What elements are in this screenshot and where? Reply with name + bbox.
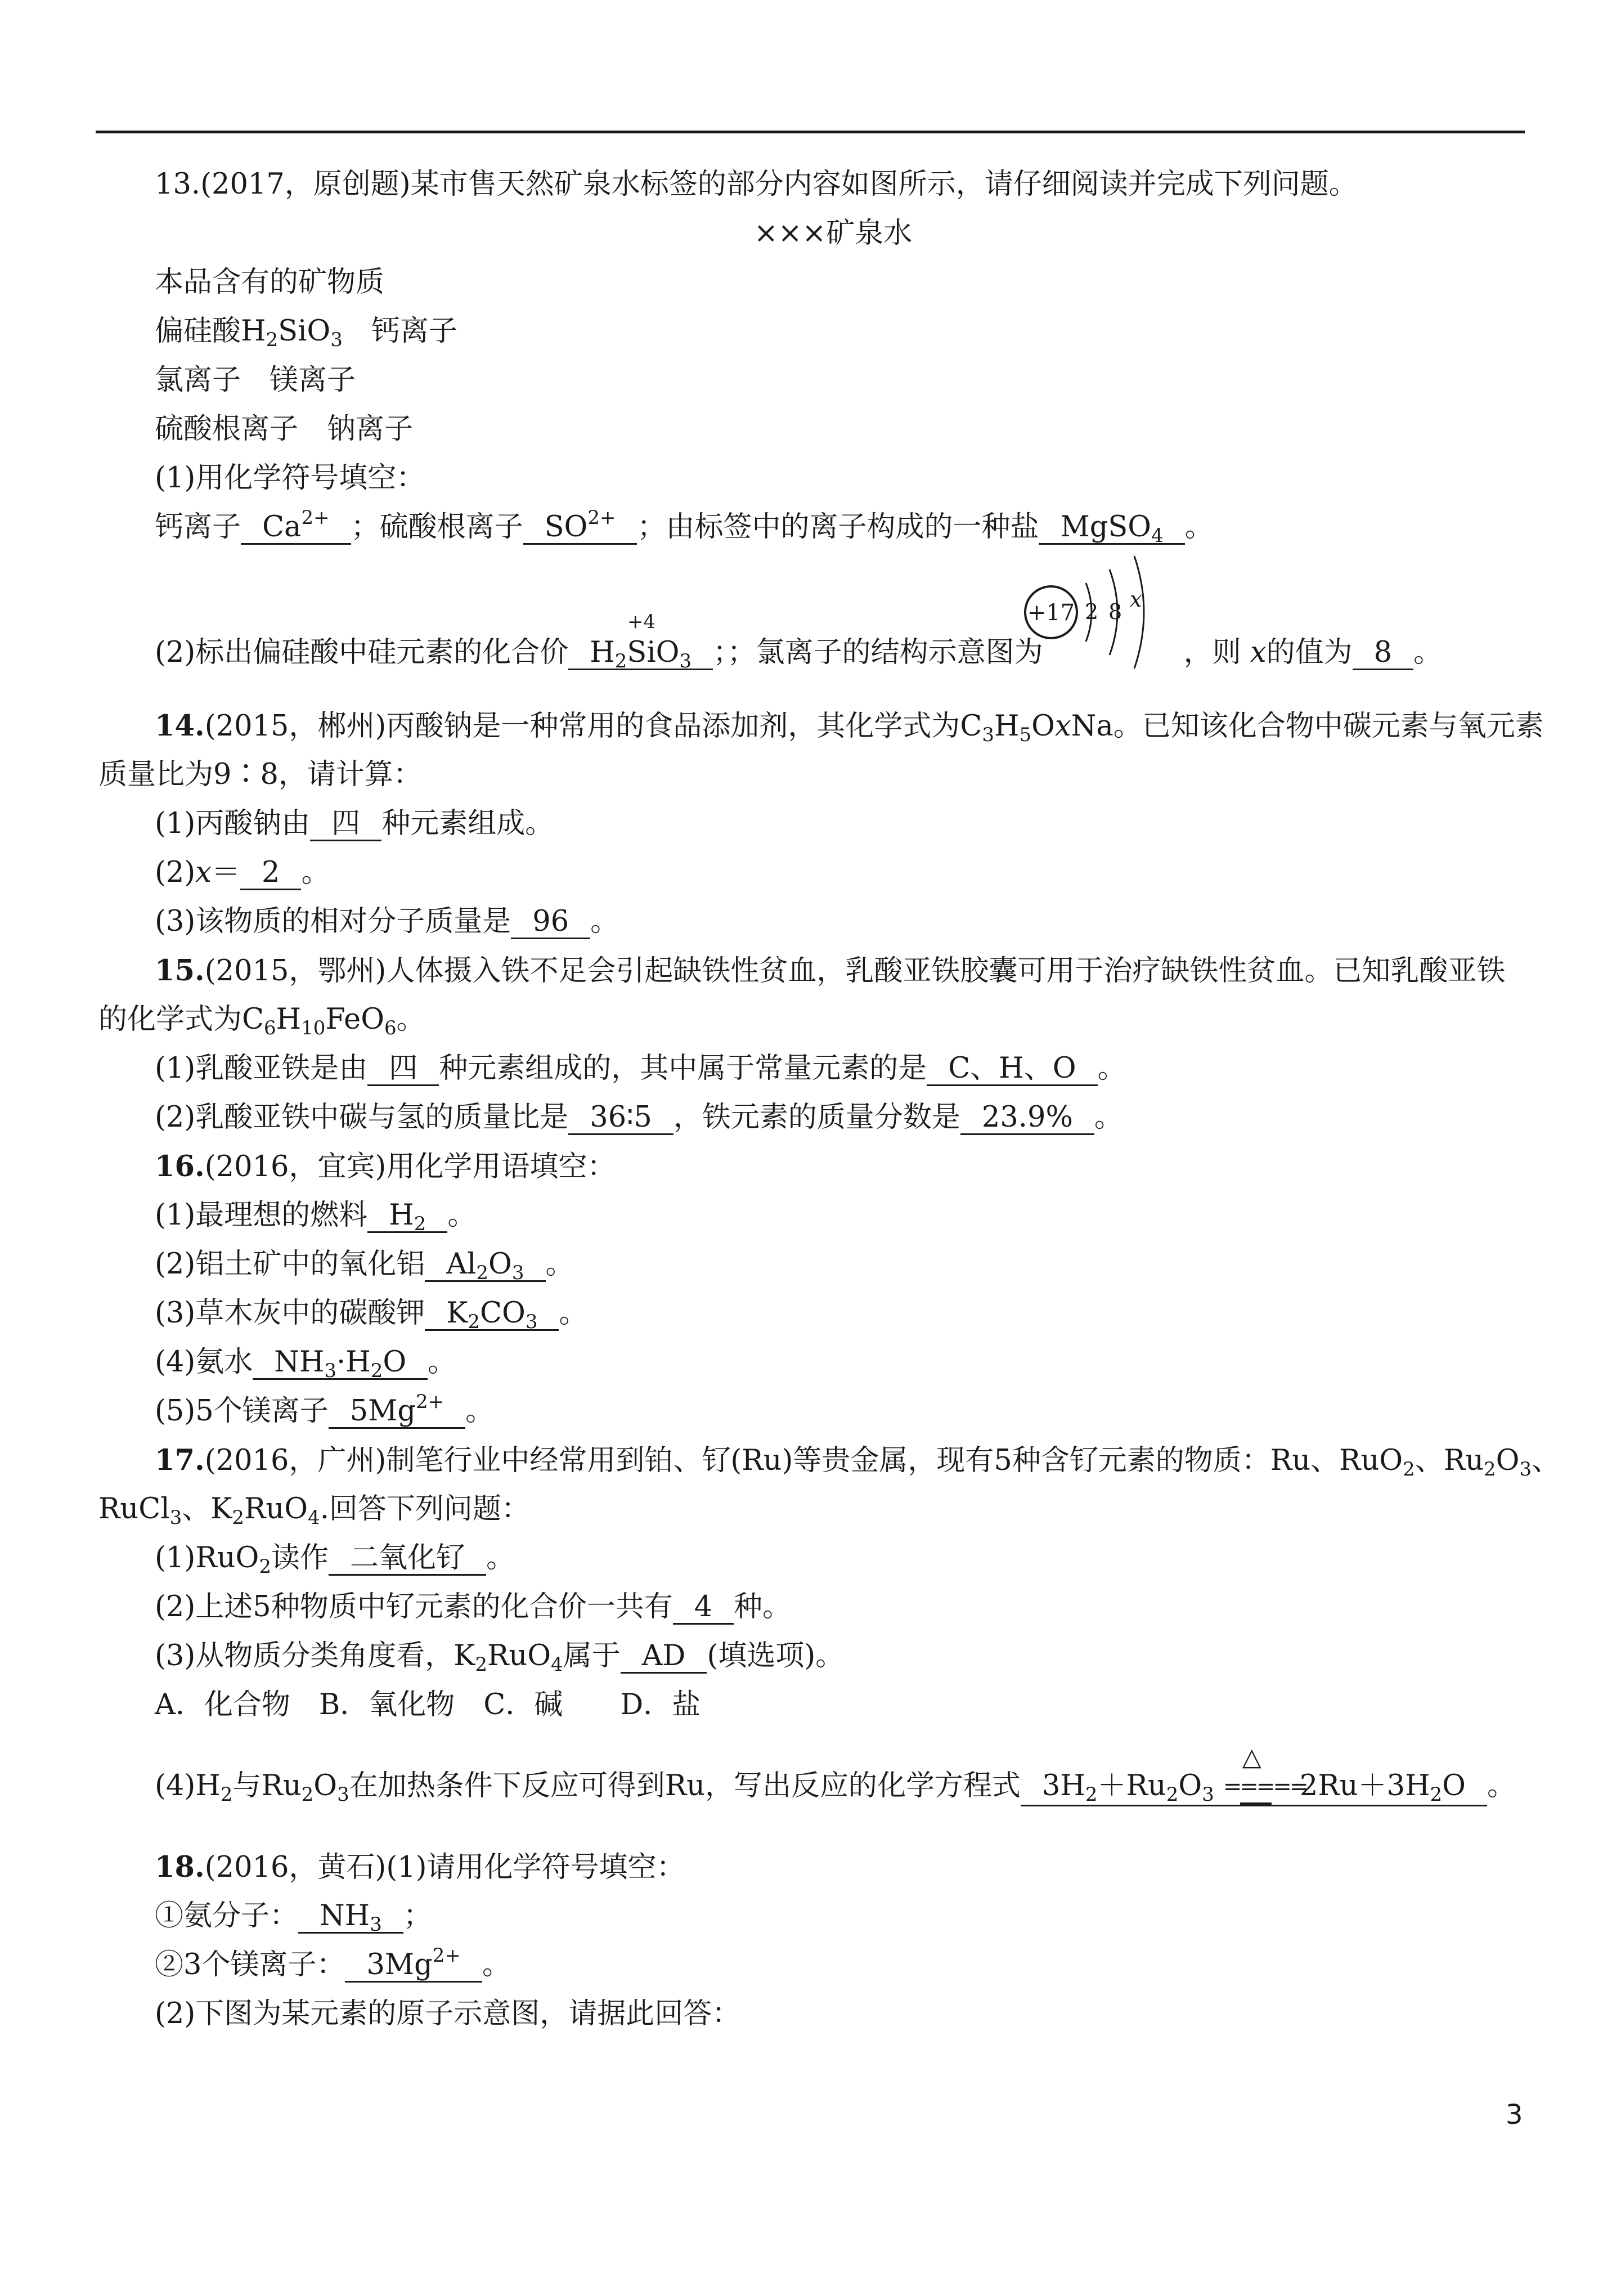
q17-part3: (3)从物质分类角度看，$K_2RuO_4$属于 AD (填选项)。 <box>155 1639 845 1676</box>
q13-label-line-4: 硫酸根离子 钠离子 <box>155 412 414 446</box>
q18-part3: (2)下图为某元素的原子示意图，请据此回答： <box>155 1997 741 2030</box>
q13-label-line-2: 偏硅酸$H_2SiO_3$ 钙离子 <box>155 315 457 351</box>
answer-blank-x: 8 <box>1353 637 1413 670</box>
answer-blank-molecular-mass: 96 <box>511 906 590 939</box>
answer-blank-major-elements: C、H、O <box>927 1053 1097 1086</box>
answer-blank-equation: $3H_2+Ru_2O_3$ △ ===== $2Ru+3H_2O$ <box>1021 1770 1487 1806</box>
answer-blank-mass-fraction: 23.9% <box>960 1102 1094 1135</box>
reaction-condition: △ ===== <box>1223 1771 1291 1805</box>
shell-electrons-2: 8 <box>1108 599 1122 624</box>
q17-stem-line-1: 17.(2016，广州)制笔行业中经常用到铂、钌(Ru)等贵金属，现有5种含钌元素的物质：Ru、RuO$_2$、$Ru_2O_3$、 <box>155 1443 1561 1481</box>
q16-stem: 16.(2016，宜宾)用化学用语填空： <box>155 1150 616 1183</box>
q13-part1-answers: 钙离子 $Ca^{2+}$ ；硫酸根离子 $SO^{2+}$ ；由标签中的离子构成的一种盐 MgSO$_4$ 。 <box>155 506 1214 547</box>
q15-stem-line-2: 的化学式为$C_6H_{10}FeO_6$。 <box>98 1003 425 1039</box>
answer-blank-valence-count: 4 <box>673 1591 734 1625</box>
header-rule <box>96 131 1525 133</box>
q18-part1: ①氨分子： $NH_3$ ； <box>155 1899 432 1936</box>
q17-part2: (2)上述5种物质中钌元素的化合价一共有 4 种。 <box>155 1590 792 1624</box>
q16-part5: (5)5个镁离子 $5Mg^{2+}$ 。 <box>155 1391 495 1428</box>
q13-part1-heading: (1)用化学符号填空： <box>155 461 425 495</box>
shell-arc-3 <box>1134 556 1144 669</box>
answer-blank-magnesium-ions: $5Mg^{2+}$ <box>329 1396 465 1429</box>
answer-blank-calcium-ion: $Ca^{2+}$ <box>241 512 351 545</box>
q18-part2: ②3个镁离子： $3Mg^{2+}$ 。 <box>155 1944 511 1981</box>
answer-blank-potassium-carbonate: $K_2CO_3$ <box>425 1298 559 1331</box>
answer-blank-sulfate-ion: $SO^{2+}$ <box>523 512 637 545</box>
q16-part2: (2)铝土矿中的氧化铝 $Al_2O_3$ 。 <box>155 1248 574 1284</box>
answer-blank-valence: $H_2$ +4 SiO$_3$ <box>568 637 713 670</box>
q17-part1: (1)RuO$_2$读作 二氧化钌 。 <box>155 1541 515 1578</box>
valence-mark: +4 <box>627 611 656 633</box>
answer-blank-alumina: $Al_2O_3$ <box>425 1249 545 1282</box>
q17-part4: $(4)H_2$与$Ru_2O_3$在加热条件下反应可得到Ru，写出反应的化学方程式 $3H_2+Ru_2O_3$ △ ===== $2Ru+3H_2O$ 。 <box>155 1743 1516 1806</box>
q18-stem: 18.(2016，黄石)(1)请用化学符号填空： <box>155 1850 685 1884</box>
q17-options: A．化合物 B．氧化物 C．碱 D．盐 <box>155 1688 701 1721</box>
answer-blank-classification: AD <box>621 1640 707 1674</box>
answer-blank-x-value: 2 <box>240 857 301 890</box>
shell-electrons-1: 2 <box>1085 599 1099 624</box>
q15-stem-line-1: 15.(2015，鄂州)人体摄入铁不足会引起缺铁性贫血，乳酸亚铁胶囊可用于治疗缺铁性贫血。已知乳酸亚铁 <box>155 954 1506 988</box>
q15-part2: (2)乳酸亚铁中碳与氢的质量比是 36∶5 ，铁元素的质量分数是 23.9% 。 <box>155 1101 1123 1134</box>
q14-stem-line-2: 质量比为9∶8，请计算： <box>98 758 422 791</box>
q13-stem: 13.(2017，原创题)某市售天然矿泉水标签的部分内容如图所示，请仔细阅读并完成下列问题。 <box>155 168 1358 201</box>
answer-blank-fuel: $H_2$ <box>367 1200 447 1233</box>
chloride-ion-structure-diagram <box>1020 540 1155 681</box>
heat-symbol: △ <box>1242 1743 1261 1772</box>
shell-electrons-3: x <box>1130 587 1142 612</box>
answer-blank-element-count: 四 <box>367 1053 439 1086</box>
q13-label-title: ×××矿泉水 <box>754 217 913 250</box>
answer-blank-magnesium-ions: $3Mg^{2+}$ <box>345 1949 482 1983</box>
q14-stem-line-1: 14.(2015，郴州)丙酸钠是一种常用的食品添加剂，其化学式为$C_3H_5OxNa$。已知该化合物中碳元素与氧元素 <box>155 709 1544 746</box>
answer-blank-ammonia: $NH_3$ <box>298 1900 403 1934</box>
answer-blank-element-count: 四 <box>310 808 381 841</box>
nucleus-charge: +17 <box>1027 600 1075 626</box>
q14-part1: (1)丙酸钠由 四 种元素组成。 <box>155 807 554 840</box>
answer-blank-name: 二氧化钌 <box>329 1542 486 1576</box>
q16-part1: (1)最理想的燃料 $H_2$ 。 <box>155 1199 477 1235</box>
answer-blank-salt: MgSO$_4$ <box>1039 512 1184 545</box>
q14-part2: (2)x＝ 2 。 <box>155 856 330 889</box>
answer-blank-mass-ratio: 36∶5 <box>568 1102 673 1135</box>
q16-part3: (3)草木灰中的碳酸钾 $K_2CO_3$ 。 <box>155 1297 588 1333</box>
page-number: 3 <box>1506 2099 1523 2131</box>
q16-part4: (4)氨水 $NH_3\cdot H_2O$ 。 <box>155 1346 457 1382</box>
q17-stem-line-2: RuCl$_3$、$K_2RuO_4$.回答下列问题： <box>98 1492 530 1529</box>
q13-label-line-1: 本品含有的矿物质 <box>155 266 385 299</box>
q13-label-line-3: 氯离子 镁离子 <box>155 364 356 397</box>
q14-part3: (3)该物质的相对分子质量是 96 。 <box>155 905 619 938</box>
q15-part1: (1)乳酸亚铁是由 四 种元素组成的，其中属于常量元素的是 C、H、O 。 <box>155 1052 1126 1085</box>
q13-part2: (2)标出偏硅酸中硅元素的化合价 $H_2$ +4 SiO$_3$ ；；氯离子的结构示意图为 ，则 x的值为 8 。 <box>155 611 1443 672</box>
answer-blank-ammonia-water: $NH_3\cdot H_2O$ <box>253 1347 428 1380</box>
